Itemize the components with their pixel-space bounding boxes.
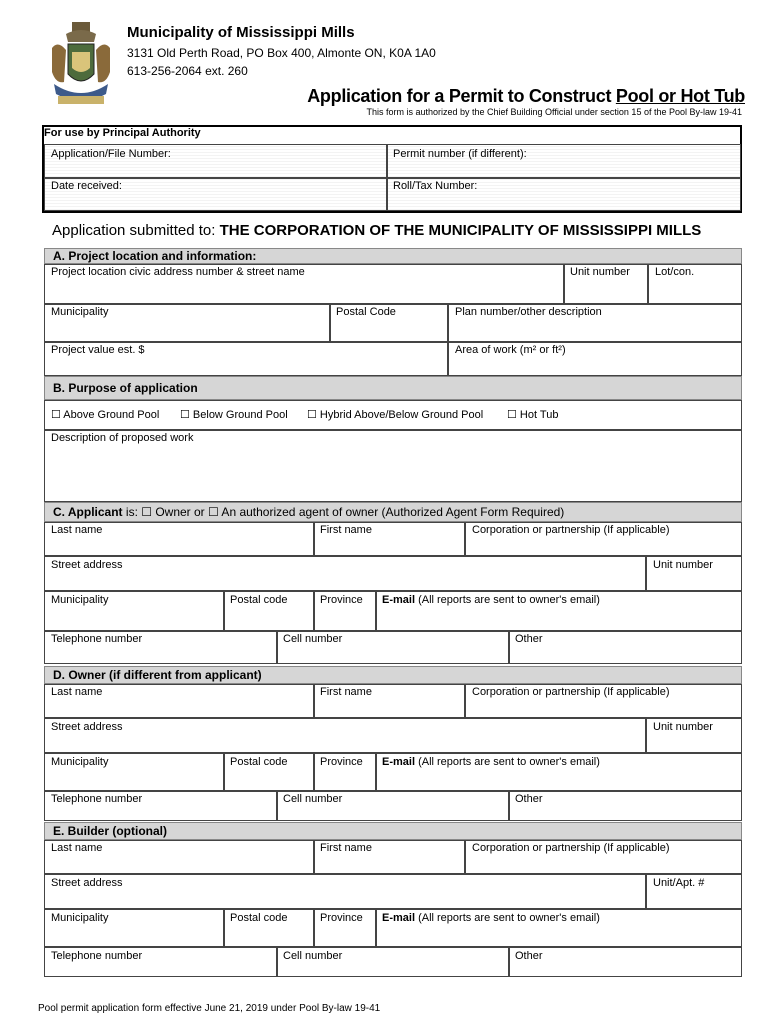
option-hybrid-pool[interactable]: ☐ Hybrid Above/Below Ground Pool xyxy=(307,409,484,421)
d-cell-label: Cell number xyxy=(283,793,343,805)
d-postal-label: Postal code xyxy=(230,756,288,768)
e-street-field[interactable] xyxy=(44,874,646,909)
e-unit-label: Unit/Apt. # xyxy=(653,877,705,889)
option-hot-tub[interactable]: ☐ Hot Tub xyxy=(507,409,559,421)
lot-con-label: Lot/con. xyxy=(655,266,695,278)
d-street-field[interactable] xyxy=(44,718,646,753)
c-corporation-label: Corporation or partnership (If applicable) xyxy=(472,524,670,536)
plan-number-label: Plan number/other description xyxy=(455,306,602,318)
form-title-underlined: Pool or Hot Tub xyxy=(615,86,745,106)
c-email-bold: E-mail xyxy=(382,594,416,606)
form-title-prefix: Application for a Permit to Construct xyxy=(307,86,616,106)
c-unit-label: Unit number xyxy=(653,559,713,571)
file-number-label: Application/File Number: xyxy=(51,148,171,160)
municipality-name: Municipality of Mississippi Mills xyxy=(127,24,355,41)
date-received-label: Date received: xyxy=(51,180,122,192)
area-of-work-label: Area of work (m² or ft²) xyxy=(455,344,566,356)
e-municipality-label: Municipality xyxy=(51,912,109,924)
d-other-field[interactable] xyxy=(509,791,742,821)
section-c-heading-rest: is: ☐ Owner or ☐ An authorized agent of owner (Authorized Agent Form Required) xyxy=(122,505,565,519)
d-first-name-label: First name xyxy=(320,686,372,698)
e-email-bold: E-mail xyxy=(382,912,416,924)
section-c-heading-bold: C. Applicant xyxy=(53,505,123,519)
submitted-to xyxy=(52,222,701,239)
c-first-name-label: First name xyxy=(320,524,372,536)
c-telephone-label: Telephone number xyxy=(51,633,143,645)
d-province-label: Province xyxy=(320,756,363,768)
e-other-label: Other xyxy=(515,950,543,962)
submitted-corporation: THE CORPORATION OF THE MUNICIPALITY OF MISSISSIPPI MILLS xyxy=(219,222,702,239)
project-value-label: Project value est. $ xyxy=(51,344,145,356)
c-municipality-label: Municipality xyxy=(51,594,109,606)
form-footer: Pool permit application form effective June 21, 2019 under Pool By-law 19-41 xyxy=(38,1003,381,1014)
roll-tax-label: Roll/Tax Number: xyxy=(393,180,478,192)
municipality-phone: 613-256-2064 ext. 260 xyxy=(127,64,248,78)
e-other-field[interactable] xyxy=(509,947,742,977)
section-e-heading: E. Builder (optional) xyxy=(44,822,742,840)
unit-number-label: Unit number xyxy=(570,266,630,278)
option-above-ground-pool[interactable]: ☐ Above Ground Pool xyxy=(51,409,160,421)
c-email-label xyxy=(382,594,600,606)
d-street-label: Street address xyxy=(51,721,123,733)
section-d-heading: D. Owner (if different from applicant) xyxy=(44,666,742,684)
d-email-note: (All reports are sent to owner's email) xyxy=(415,756,600,768)
e-cell-label: Cell number xyxy=(283,950,343,962)
a-municipality-label: Municipality xyxy=(51,306,109,318)
permit-number-label: Permit number (if different): xyxy=(393,148,527,160)
e-email-label xyxy=(382,912,600,924)
d-corporation-label: Corporation or partnership (If applicable) xyxy=(472,686,670,698)
e-province-label: Province xyxy=(320,912,363,924)
section-b-heading: B. Purpose of application xyxy=(44,376,742,400)
civic-address-label: Project location civic address number & street name xyxy=(51,266,305,278)
option-below-ground-pool[interactable]: ☐ Below Ground Pool xyxy=(180,409,288,421)
section-a-heading: A. Project location and information: xyxy=(44,248,742,264)
c-other-field[interactable] xyxy=(509,631,742,664)
a-postal-code-label: Postal Code xyxy=(336,306,396,318)
d-telephone-label: Telephone number xyxy=(51,793,143,805)
municipality-address: 3131 Old Perth Road, PO Box 400, Almonte ON, K0A 1A0 xyxy=(127,46,436,60)
municipal-crest-logo xyxy=(48,22,114,112)
d-email-label xyxy=(382,756,600,768)
submitted-prefix: Application submitted to: xyxy=(52,222,220,239)
c-postal-label: Postal code xyxy=(230,594,288,606)
c-last-name-label: Last name xyxy=(51,524,103,536)
e-corporation-label: Corporation or partnership (If applicable) xyxy=(472,842,670,854)
d-email-bold: E-mail xyxy=(382,756,416,768)
e-street-label: Street address xyxy=(51,877,123,889)
e-telephone-label: Telephone number xyxy=(51,950,143,962)
d-municipality-label: Municipality xyxy=(51,756,109,768)
c-other-label: Other xyxy=(515,633,543,645)
c-email-note: (All reports are sent to owner's email) xyxy=(415,594,600,606)
section-c-heading xyxy=(44,502,742,522)
authority-note: This form is authorized by the Chief Building Official under section 15 of the Pool By-law 19-41 xyxy=(366,107,742,117)
d-last-name-label: Last name xyxy=(51,686,103,698)
e-last-name-label: Last name xyxy=(51,842,103,854)
e-first-name-label: First name xyxy=(320,842,372,854)
description-label: Description of proposed work xyxy=(51,432,194,444)
c-province-label: Province xyxy=(320,594,363,606)
e-email-note: (All reports are sent to owner's email) xyxy=(415,912,600,924)
e-postal-label: Postal code xyxy=(230,912,288,924)
c-street-label: Street address xyxy=(51,559,123,571)
form-title xyxy=(307,86,745,107)
c-cell-label: Cell number xyxy=(283,633,343,645)
principal-authority-heading: For use by Principal Authority xyxy=(44,127,201,139)
d-other-label: Other xyxy=(515,793,543,805)
d-unit-label: Unit number xyxy=(653,721,713,733)
c-street-field[interactable] xyxy=(44,556,646,591)
